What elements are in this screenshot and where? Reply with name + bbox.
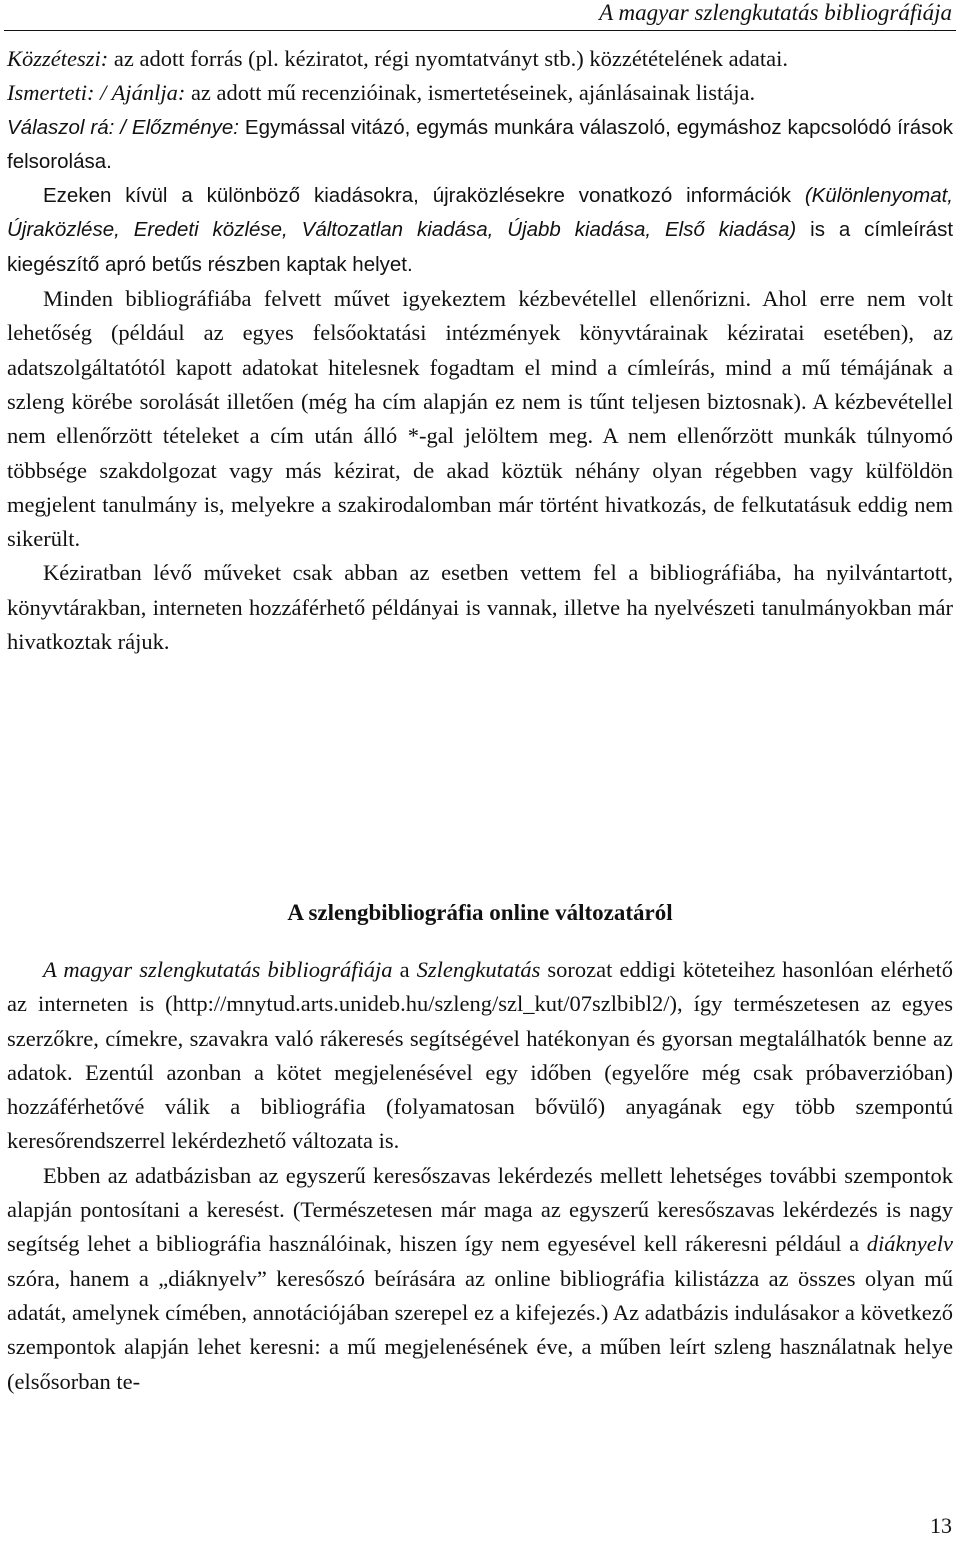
field-text: az adott forrás (pl. kéziratot, régi nyomtatványt stb.) közzétételének adatai. <box>108 46 788 71</box>
field-valaszol <box>7 111 953 180</box>
paragraph <box>7 179 953 282</box>
field-ismerteti <box>7 76 953 110</box>
field-text: Egymással vitázó, egymás munkára válaszoló, egymáshoz kapcsolódó írások felsorolása. <box>7 115 953 173</box>
field-text: az adott mű recenzióinak, ismertetéseinek, ajánlásainak listája. <box>185 80 756 106</box>
field-kozzeteszi <box>7 42 953 76</box>
body-text-top <box>7 42 953 659</box>
field-label: Válaszol rá: / Előzménye: <box>7 115 239 139</box>
paragraph: Minden bibliográfiába felvett művet igyekeztem kézbevétellel ellenőrizni. Ahol erre nem volt lehetőség (például az egyes felsőoktatási intézmények könyvtárainak kéziratai esetében), az adatszolgáltatótól kapott adatokat hitelesnek fogadtam el mind a címleírás, mind a mű témájának a szleng körébe sorolását illetően (még ha cím alapján ez nem is tűnt teljesen biztosnak). A kézbevétellel nem ellenőrzött tételeket a cím után álló *-gal jelöltem meg. A nem ellenőrzött munkák túlnyomó többsége szakdolgozat vagy más kézirat, de akad köztük néhány olyan régebben vagy külföldön megjelent tanulmány is, melyekre a szakirodalomban már történt hivatkozás, de felkutatásuk eddig nem sikerült. <box>7 286 953 552</box>
text-run: is a címleírást kiegészítő apró betűs részben kaptak helyet. <box>7 218 954 276</box>
section-heading: A szlengbibliográfia online változatáról <box>287 900 673 925</box>
text-run: Ebben az adatbázisban az egyszerű keresőszavas lekérdezés mellett lehetséges további szempontok alapján pontosítani a keresést. (Természetesen már maga az egyszerű keresőszavas lekérdezés is nagy segítség lehet a bibliográfia használóinak, hiszen így nem egyesével kell rákeresni például a <box>7 1162 953 1257</box>
page-number: 13 <box>930 1513 952 1538</box>
italic-run: diáknyelv <box>866 1231 953 1257</box>
text-run: sorozat eddigi köteteihez hasonlóan elérhető az interneten is (http://mnytud.arts.unideb.hu/szleng/szl_kut/07szlbibl2/), így természetesen az egyes szerzőkre, címekre, szavakra való rákeresés segítségével hatékonyan és gyorsan megtalálhatók benne az adatok. Ezentúl azonban a kötet megjelenésével egy időben (egyelőre még csak próbaverzióban) hozzáférhetővé válik a bibliográfia (folyamatosan bővülő) anyagának egy több szempontú keresőrendszerrel lekérdezhető változata is. <box>7 957 953 1154</box>
header-rule <box>4 30 956 31</box>
body-text-bottom <box>7 953 953 1399</box>
running-head: A magyar szlengkutatás bibliográfiája <box>599 0 952 25</box>
field-label: Ismerteti: / Ajánlja: <box>7 80 186 106</box>
paragraph <box>7 1159 953 1399</box>
italic-run: Szlengkutatás <box>416 957 541 982</box>
italic-run: (Különlenyomat, Újraközlése, Eredeti közlése, Változatlan kiadása, Újabb kiadása, Első kiadása) <box>7 184 953 242</box>
field-label: Közzéteszi: <box>7 46 109 71</box>
text-run: szóra, hanem a „diáknyelv” keresőszó beírására az online bibliográfia kilistázza az összes olyan mű adatát, amelynek címében, annotációjában szerepel ez a kifejezés.) Az adatbázis indulásakor a következő szempontok alapján lehet keresni: a mű megjelenésének éve, a műben leírt szleng használatnak helye (elsősorban te- <box>7 1265 953 1394</box>
paragraph <box>7 953 953 1159</box>
italic-run: A magyar szlengkutatás bibliográfiája <box>43 957 393 982</box>
paragraph: Kéziratban lévő műveket csak abban az esetben vettem fel a bibliográfiába, ha nyilvántartott, könyvtárakban, interneten hozzáférhető példányai is vannak, illetve ha nyelvészeti tanulmányokban már hivatkoztak rájuk. <box>7 560 953 655</box>
text-run: Ezeken kívül a különböző kiadásokra, újraközlésekre vonatkozó információk <box>43 184 805 208</box>
text-run: a <box>392 957 417 982</box>
